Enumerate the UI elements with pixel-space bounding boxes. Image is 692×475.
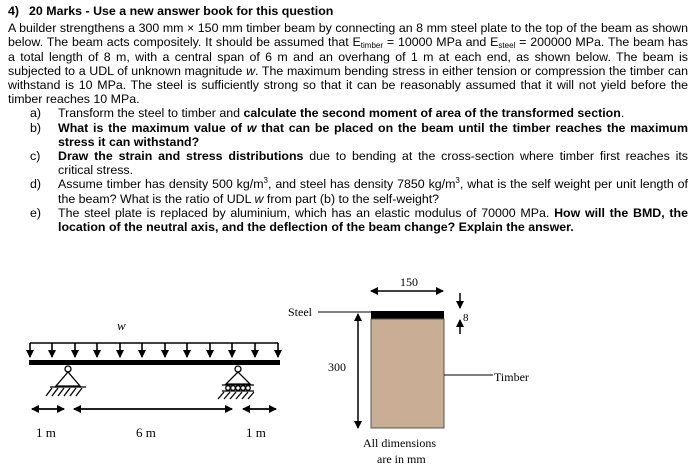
part-text: due to bending at the cross-section where timber first reaches its critical stress. — [58, 149, 688, 178]
dim-center-label: 6 m — [136, 425, 156, 440]
part-text: , what is the self weight per unit length of the beam? What is the ratio of UDL — [58, 177, 688, 206]
units-note-line2: are in mm — [377, 452, 426, 466]
udl-label: w — [117, 318, 126, 333]
subscript-steel: steel — [498, 41, 516, 51]
steel-plate — [371, 311, 444, 319]
part-text: from part (b) to the self-weight? — [263, 191, 440, 206]
section-diagram — [288, 275, 529, 466]
intro-text: A builder strengthens a 300 mm × 150 mm timber beam by connecting an 8 mm steel plate to the top of the beam as shown below. The beam acts compositely. It should be assumed that E — [8, 21, 688, 50]
timber-section — [371, 319, 444, 428]
part-label: a) — [30, 106, 42, 121]
part-label: c) — [30, 149, 41, 164]
part-emphasis: that can be placed on the beam until the timber reaches the maximum stress it can withstand? — [58, 120, 688, 149]
part-emphasis: What is the maximum value of — [58, 120, 247, 135]
part-text: The steel plate is replaced by aluminium, which has an elastic modulus of 70000 MPa. — [58, 205, 555, 220]
part-label: d) — [30, 177, 42, 192]
part-emphasis: calculate the second moment of area of the transformed section — [243, 106, 621, 121]
intro-text: = 200000 MPa. The beam has a total length of 8 m, with a central span of 6 m and an overhang of 1 m at each end, as shown below. The beam is subjected to a UDL of unknown magnitude — [8, 35, 688, 78]
beam — [29, 360, 280, 365]
height-label: 300 — [328, 360, 346, 374]
dim-left-label: 1 m — [36, 425, 56, 440]
roller-support — [218, 366, 254, 399]
udl-symbol: w — [254, 191, 264, 206]
intro-text: . The maximum bending stress in either tension or compression the timber can withstand is 10 MPa. The steel is sufficiently strong so that it can be reasonably assumed that it will not yield before the timber reaches 10 MPa. — [8, 63, 688, 107]
udl-symbol: w — [246, 120, 257, 135]
dim-right-label: 1 m — [246, 425, 266, 440]
part-emphasis: Draw the strain and stress distributions — [58, 149, 304, 164]
plate-thickness-label: 8 — [463, 312, 469, 324]
superscript: 3 — [263, 176, 268, 186]
beam-diagram — [29, 318, 280, 440]
part-text: Assume timber has density 500 kg/m — [58, 177, 264, 192]
pin-support — [46, 366, 86, 396]
subscript-timber: timber — [360, 41, 384, 51]
question-marks: 20 Marks - Use a new answer book for this question — [29, 4, 334, 18]
part-text: Transform the steel to timber and — [58, 106, 244, 121]
part-label: e) — [30, 205, 42, 220]
part-text: . — [620, 106, 625, 121]
part-emphasis: How will the BMD, the location of the neutral axis, and the deflection of the beam change? Explain the answer. — [58, 205, 688, 235]
question-number: 4) — [8, 4, 20, 18]
udl-load — [30, 343, 278, 357]
steel-label: Steel — [288, 305, 312, 319]
part-text: , and steel has density 7850 kg/m — [267, 177, 456, 192]
timber-label: Timber — [494, 370, 529, 384]
width-label: 150 — [400, 275, 418, 289]
part-label: b) — [30, 120, 42, 135]
udl-symbol: w — [246, 63, 256, 78]
superscript: 3 — [455, 176, 460, 186]
intro-text: = 10000 MPa and E — [383, 35, 499, 50]
units-note-line1: All dimensions — [363, 436, 437, 450]
